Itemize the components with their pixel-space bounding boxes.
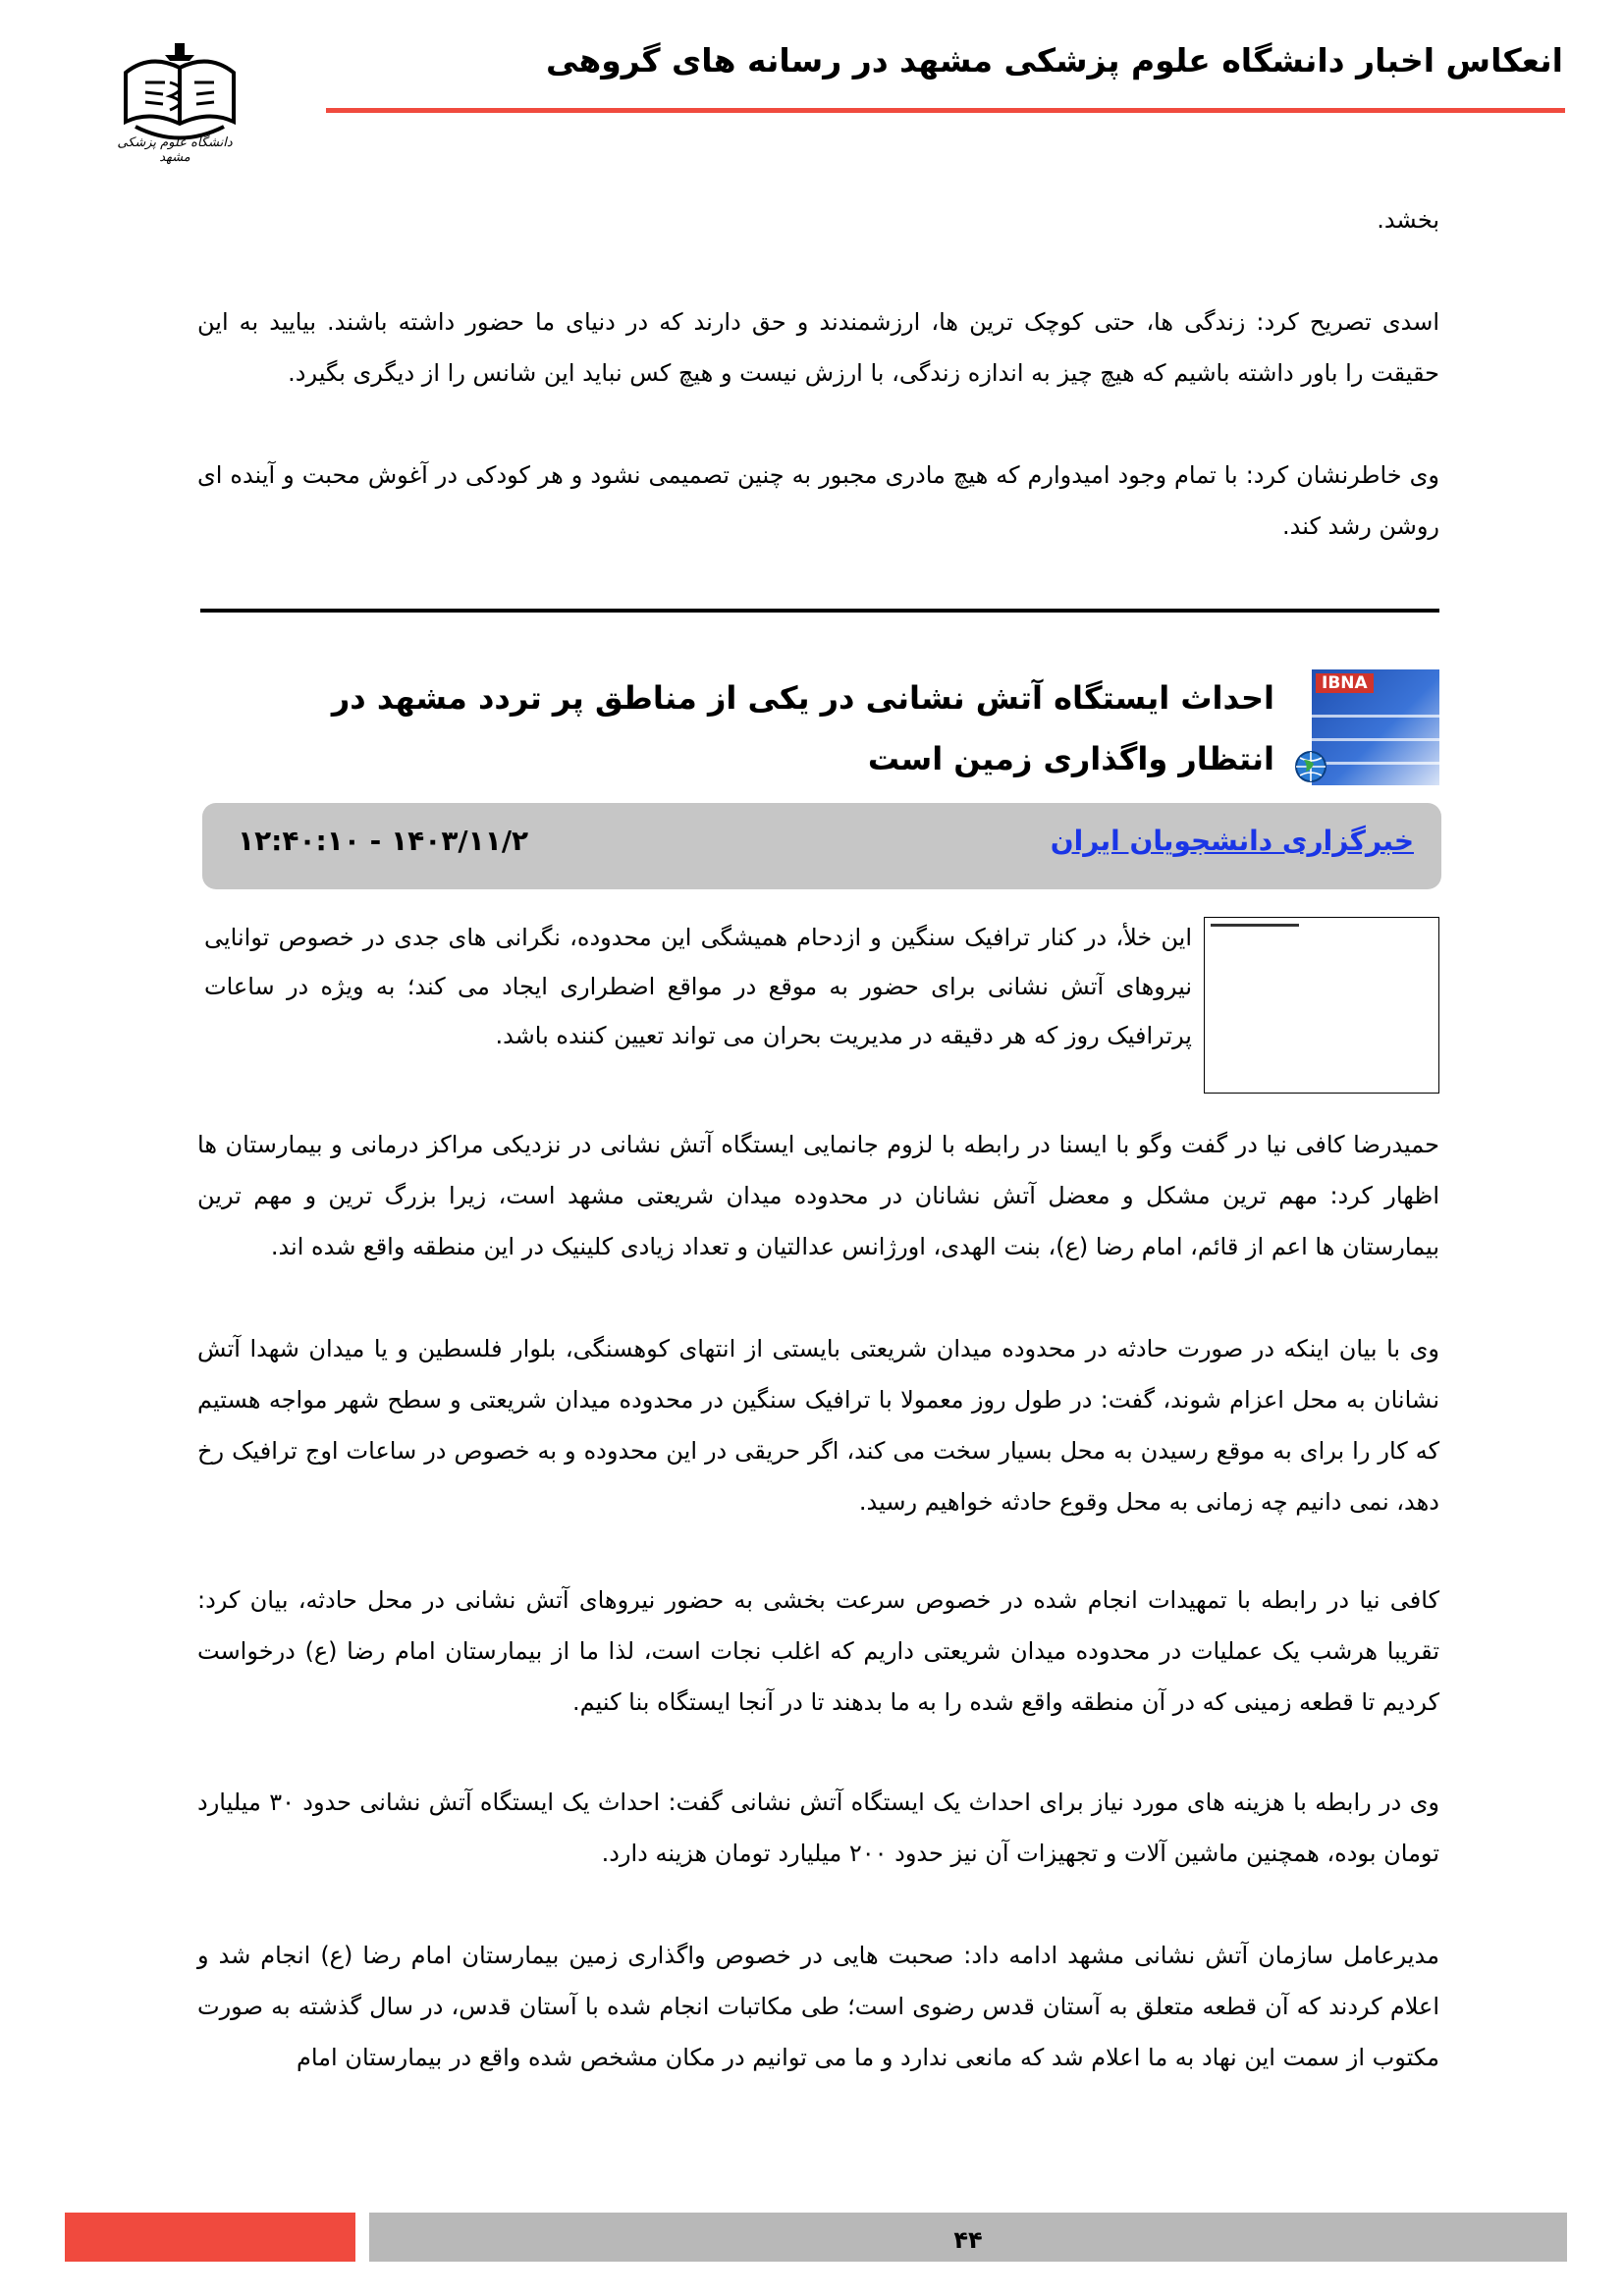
logo-caption: دانشگاه علوم پزشکی مشهد [117, 135, 233, 165]
news-image [1204, 917, 1439, 1094]
news-headline: احداث ایستگاه آتش نشانی در یکی از مناطق پر تردد مشهد در انتظار واگذاری زمین است [331, 679, 1274, 777]
article-divider [200, 609, 1439, 613]
news-agency-logo [1312, 669, 1439, 785]
page-number: ۴۴ [953, 2226, 983, 2254]
footer-accent-bar [65, 2213, 355, 2262]
source-link[interactable]: خبرگزاری دانشجویان ایران [1050, 825, 1414, 857]
news-paragraph-1: حمیدرضا کافی نیا در گفت وگو با ایسنا در رابطه با لزوم جانمایی ایستگاه آتش نشانی در نزدیکی مراکز درمانی و بیمارستان ها اظهار کرد: مهم ترین مشکل و معضل آتش نشانان در محدوده میدان شریعتی مشهد است، زیرا بزرگ ترین و مهم ترین بیمارستان ها اعم از قائم، امام رضا (ع)، بنت الهدی، اورژانس عدالتیان و تعداد زیادی کلینیک در این منطقه واقع شده اند. [197, 1131, 1439, 1260]
publish-date: ۱۴۰۳/۱۱/۲ - ۱۲:۴۰:۱۰ [238, 825, 529, 857]
news-paragraph-5: مدیرعامل سازمان آتش نشانی مشهد ادامه داد: صحبت هایی در خصوص واگذاری زمین بیمارستان امام رضا (ع) انجام شد و اعلام کردند که آن قطعه متعلق به آستان قدس رضوی است؛ طی مکاتبات انجام شده با آستان قدس، در سال گذشته به صورت مکتوب از سمت این نهاد به ما اعلام شد که مانعی ندارد و ما می توانیم در مکان مشخص شده واقع در بیمارستان امام [197, 1942, 1439, 2071]
paragraph-asadi-statement: اسدی تصریح کرد: زندگی ها، حتی کوچک ترین ها، ارزشمندند و حق دارند که در دنیای ما حضور داشته باشند. بیایید به این حقیقت را باور داشته باشیم که هیچ چیز به اندازه زندگی، با ارزش نیست و هیچ کس نباید این شانس را از دیگری بگیرد. [197, 308, 1439, 387]
news-intro: این خلأ، در کنار ترافیک سنگین و ازدحام همیشگی این محدوده، نگرانی های جدی در خصوص توانایی نیروهای آتش نشانی برای حضور به موقع در مواقع اضطراری ایجاد می کند؛ به ویژه در ساعات پرترافیک روز که هر دقیقه در مدیریت بحران می تواند تعیین کننده باشد. [204, 924, 1192, 1049]
news-paragraph-3: کافی نیا در رابطه با تمهیدات انجام شده در خصوص سرعت بخشی به حضور نیروهای آتش نشانی در محل حادثه، بیان کرد: تقریبا هرشب یک عملیات در محدوده میدان شریعتی داریم که اغلب نجات است، لذا ما از بیمارستان امام رضا (ع) درخواست کردیم تا قطعه زمینی که در آن منطقه واقع شده را به ما بدهند تا در آنجا ایستگاه بنا کنیم. [197, 1586, 1439, 1716]
news-agency-tag: IBNA [1316, 673, 1374, 693]
source-bar [202, 803, 1441, 889]
globe-icon [1294, 750, 1327, 783]
page-header-title: انعکاس اخبار دانشگاه علوم پزشکی مشهد در رسانه های گروهی [546, 41, 1563, 80]
header-rule [326, 108, 1565, 113]
paragraph-ending: بخشد. [1377, 206, 1439, 234]
news-paragraph-4: وی در رابطه با هزینه های مورد نیاز برای احداث یک ایستگاه آتش نشانی گفت: احداث یک ایستگاه آتش نشانی حدود ۳۰ میلیارد تومان بوده، همچنین ماشین آلات و تجهیزات آن نیز حدود ۲۰۰ میلیارد تومان هزینه دارد. [197, 1789, 1439, 1867]
news-paragraph-2: وی با بیان اینکه در صورت حادثه در محدوده میدان شریعتی بایستی از انتهای کوهسنگی، بلوار فلسطین و یا میدان شهدا آتش نشانان به محل اعزام شوند، گفت: در طول روز معمولا با ترافیک سنگین در محدوده میدان شریعتی و سطح شهر مواجه هستیم که کار را برای به موقع رسیدن به محل بسیار سخت می کند، اگر حریقی در این محدوده و به خصوص در ساعات اوج ترافیک رخ دهد، نمی دانیم چه زمانی به محل وقوع حادثه خواهیم رسید. [197, 1335, 1439, 1516]
paragraph-closing-remark: وی خاطرنشان کرد: با تمام وجود امیدوارم که هیچ مادری مجبور به چنین تصمیمی نشود و هر کودکی در آغوش محبت و آینده ای روشن رشد کند. [197, 461, 1439, 540]
